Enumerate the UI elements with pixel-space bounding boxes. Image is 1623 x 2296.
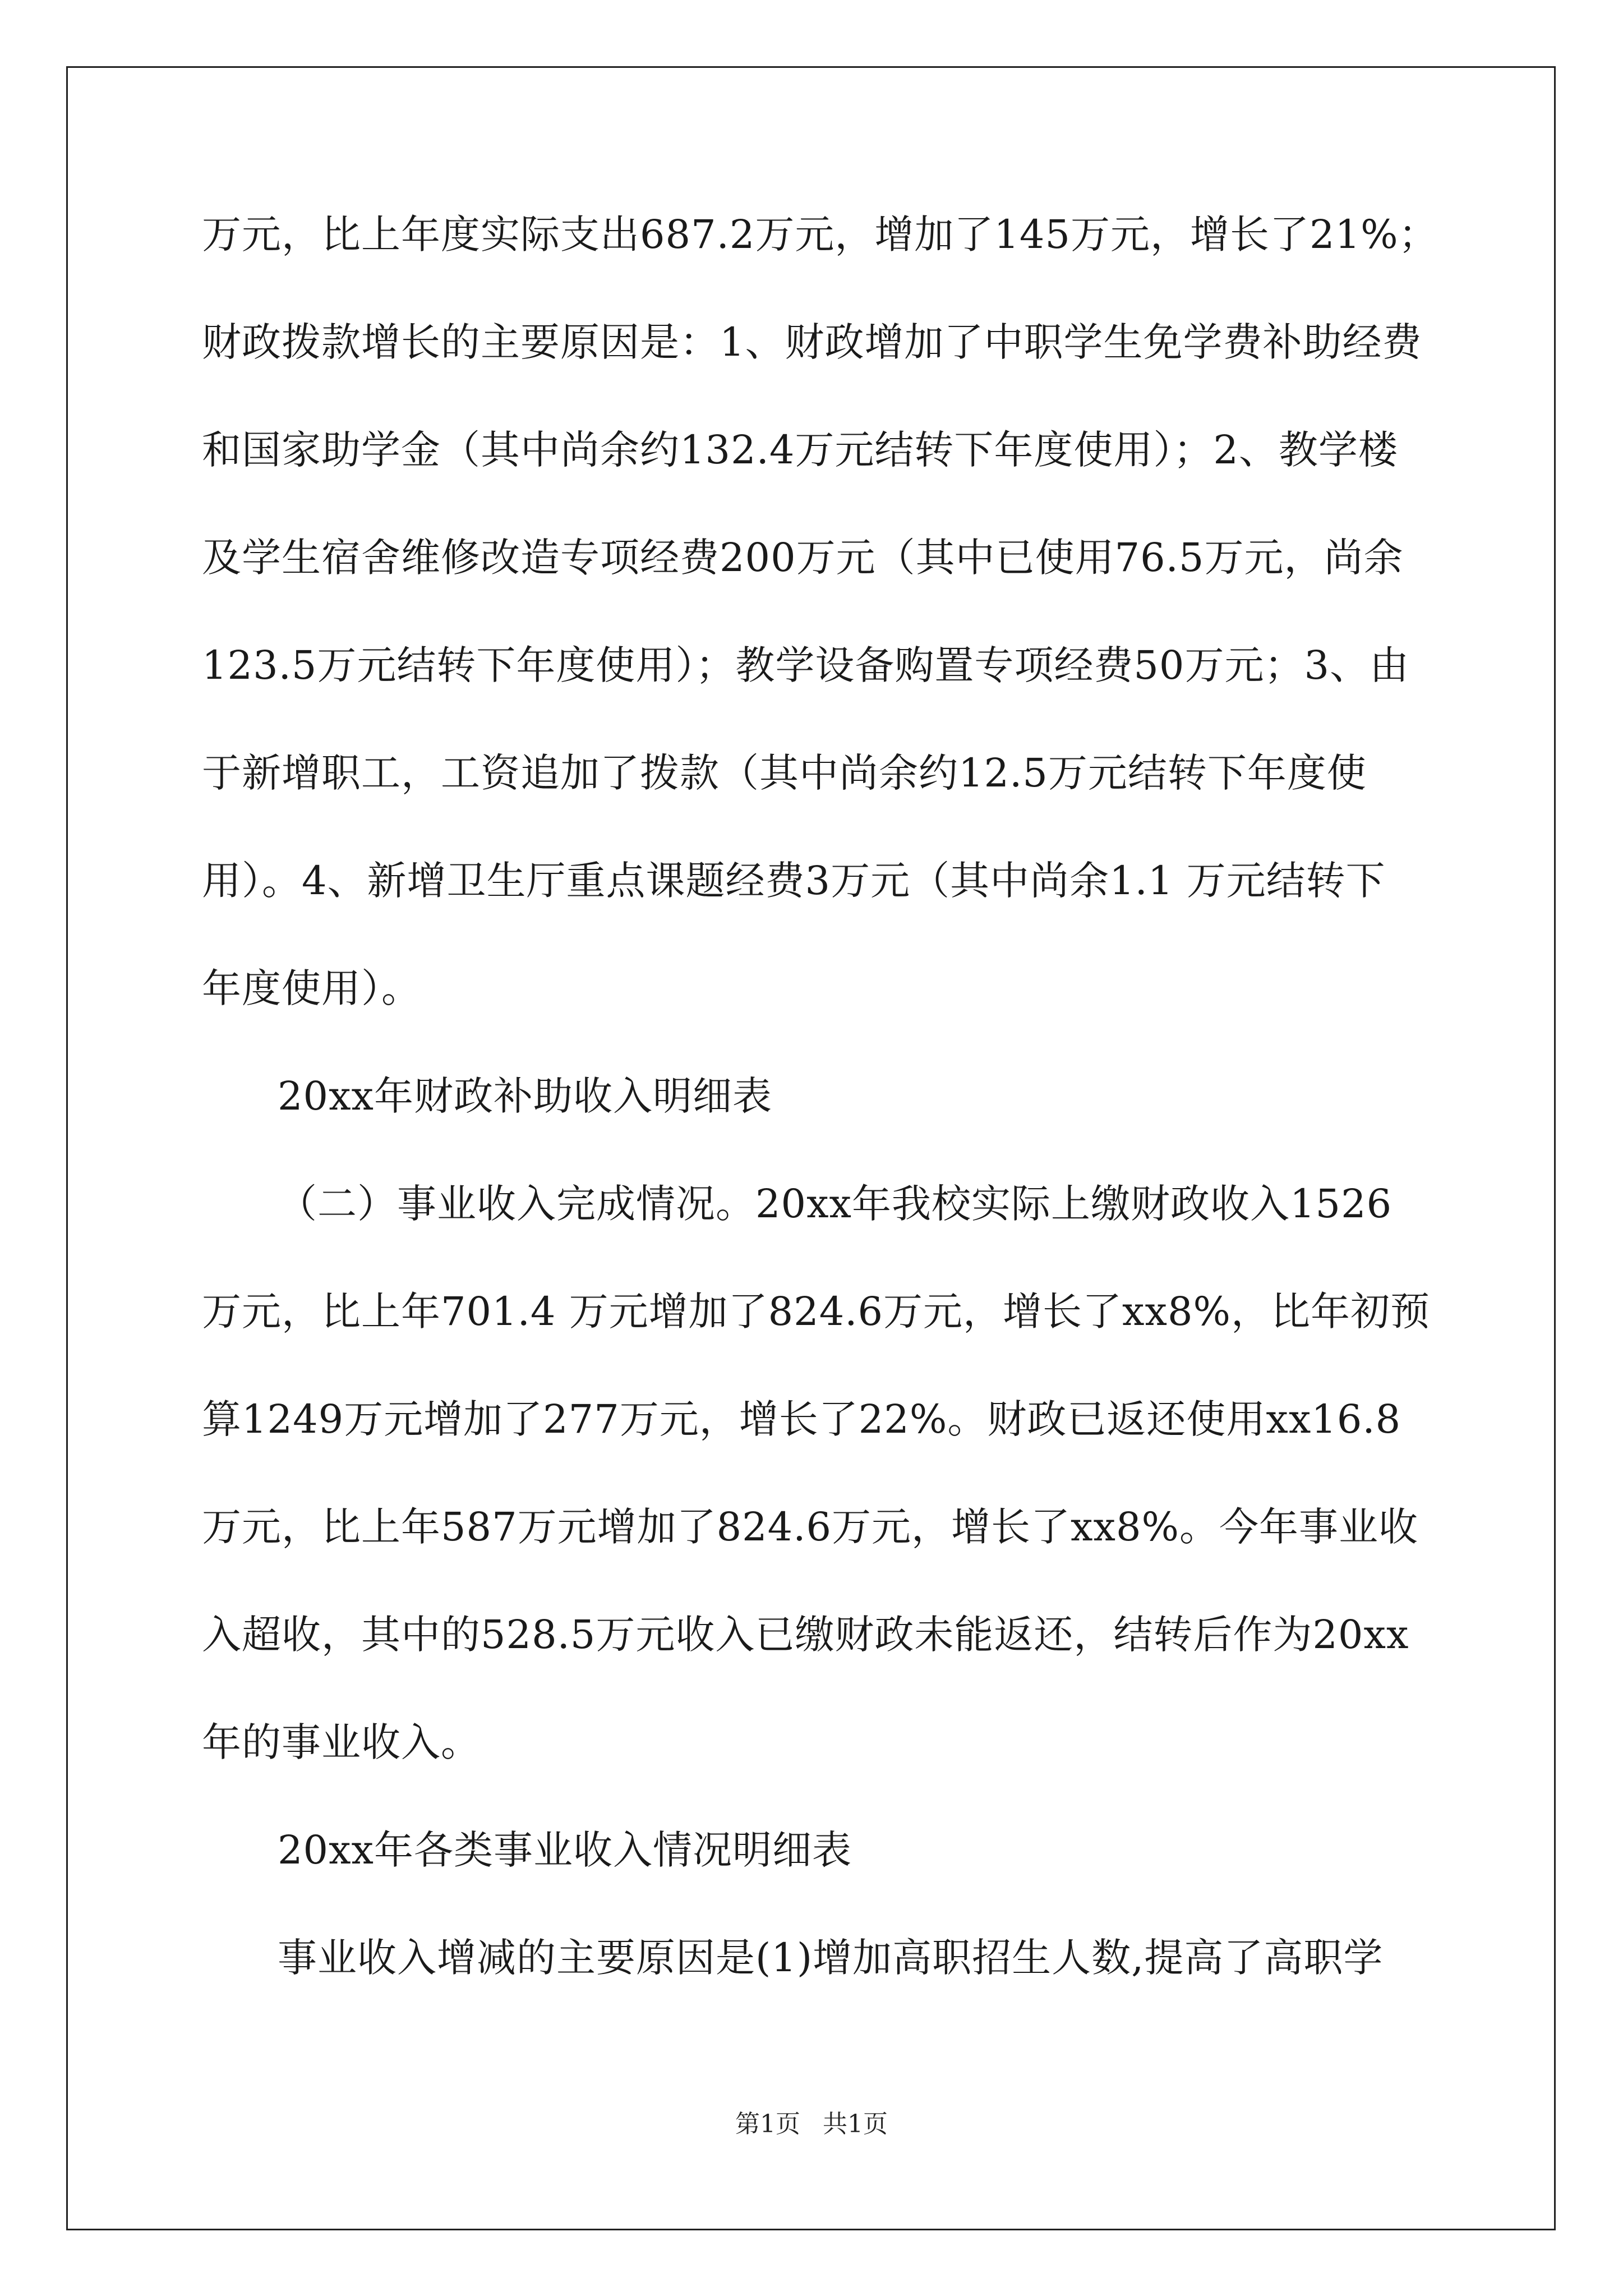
paragraph-line: 入超收，其中的528.5万元收入已缴财政未能返还，结转后作为20xx: [202, 1612, 1409, 1658]
paragraph-line: 于新增职工，工资追加了拨款（其中尚余约12.5万元结转下年度使: [202, 750, 1367, 796]
paragraph-line: 财政拨款增长的主要原因是：1、财政增加了中职学生免学费补助经费: [202, 319, 1422, 365]
paragraph-line: 及学生宿舍维修改造专项经费200万元（其中已使用76.5万元，尚余: [202, 535, 1404, 581]
paragraph-line: 年度使用）。: [202, 965, 421, 1011]
paragraph-line: 123.5万元结转下年度使用）；教学设备购置专项经费50万元；3、由: [202, 642, 1410, 688]
page-number: 第1页: [735, 2110, 800, 2138]
page-total: 共1页: [823, 2110, 888, 2138]
page-border: [66, 66, 1556, 2230]
paragraph-line: 万元，比上年587万元增加了824.6万元，增长了xx8%。今年事业收: [202, 1504, 1419, 1550]
table-caption: 20xx年财政补助收入明细表: [278, 1073, 773, 1119]
paragraph-line: 万元，比上年701.4 万元增加了824.6万元，增长了xx8%，比年初预: [202, 1289, 1431, 1335]
page-footer: [0, 2108, 1623, 2141]
paragraph-line: 用）。4、新增卫生厅重点课题经费3万元（其中尚余1.1 万元结转下: [202, 858, 1386, 904]
paragraph-line: 算1249万元增加了277万元，增长了22%。财政已返还使用xx16.8: [202, 1396, 1401, 1442]
paragraph-line: 事业收入增减的主要原因是(1)增加高职招生人数,提高了高职学: [278, 1935, 1384, 1981]
paragraph-line: 万元，比上年度实际支出687.2万元，增加了145万元，增长了21%；: [202, 211, 1438, 257]
paragraph-line: 和国家助学金（其中尚余约132.4万元结转下年度使用）；2、教学楼: [202, 427, 1398, 473]
paragraph-line: 年的事业收入。: [202, 1719, 481, 1765]
paragraph-line: （二）事业收入完成情况。20xx年我校实际上缴财政收入1526: [278, 1181, 1393, 1227]
table-caption: 20xx年各类事业收入情况明细表: [278, 1827, 852, 1873]
